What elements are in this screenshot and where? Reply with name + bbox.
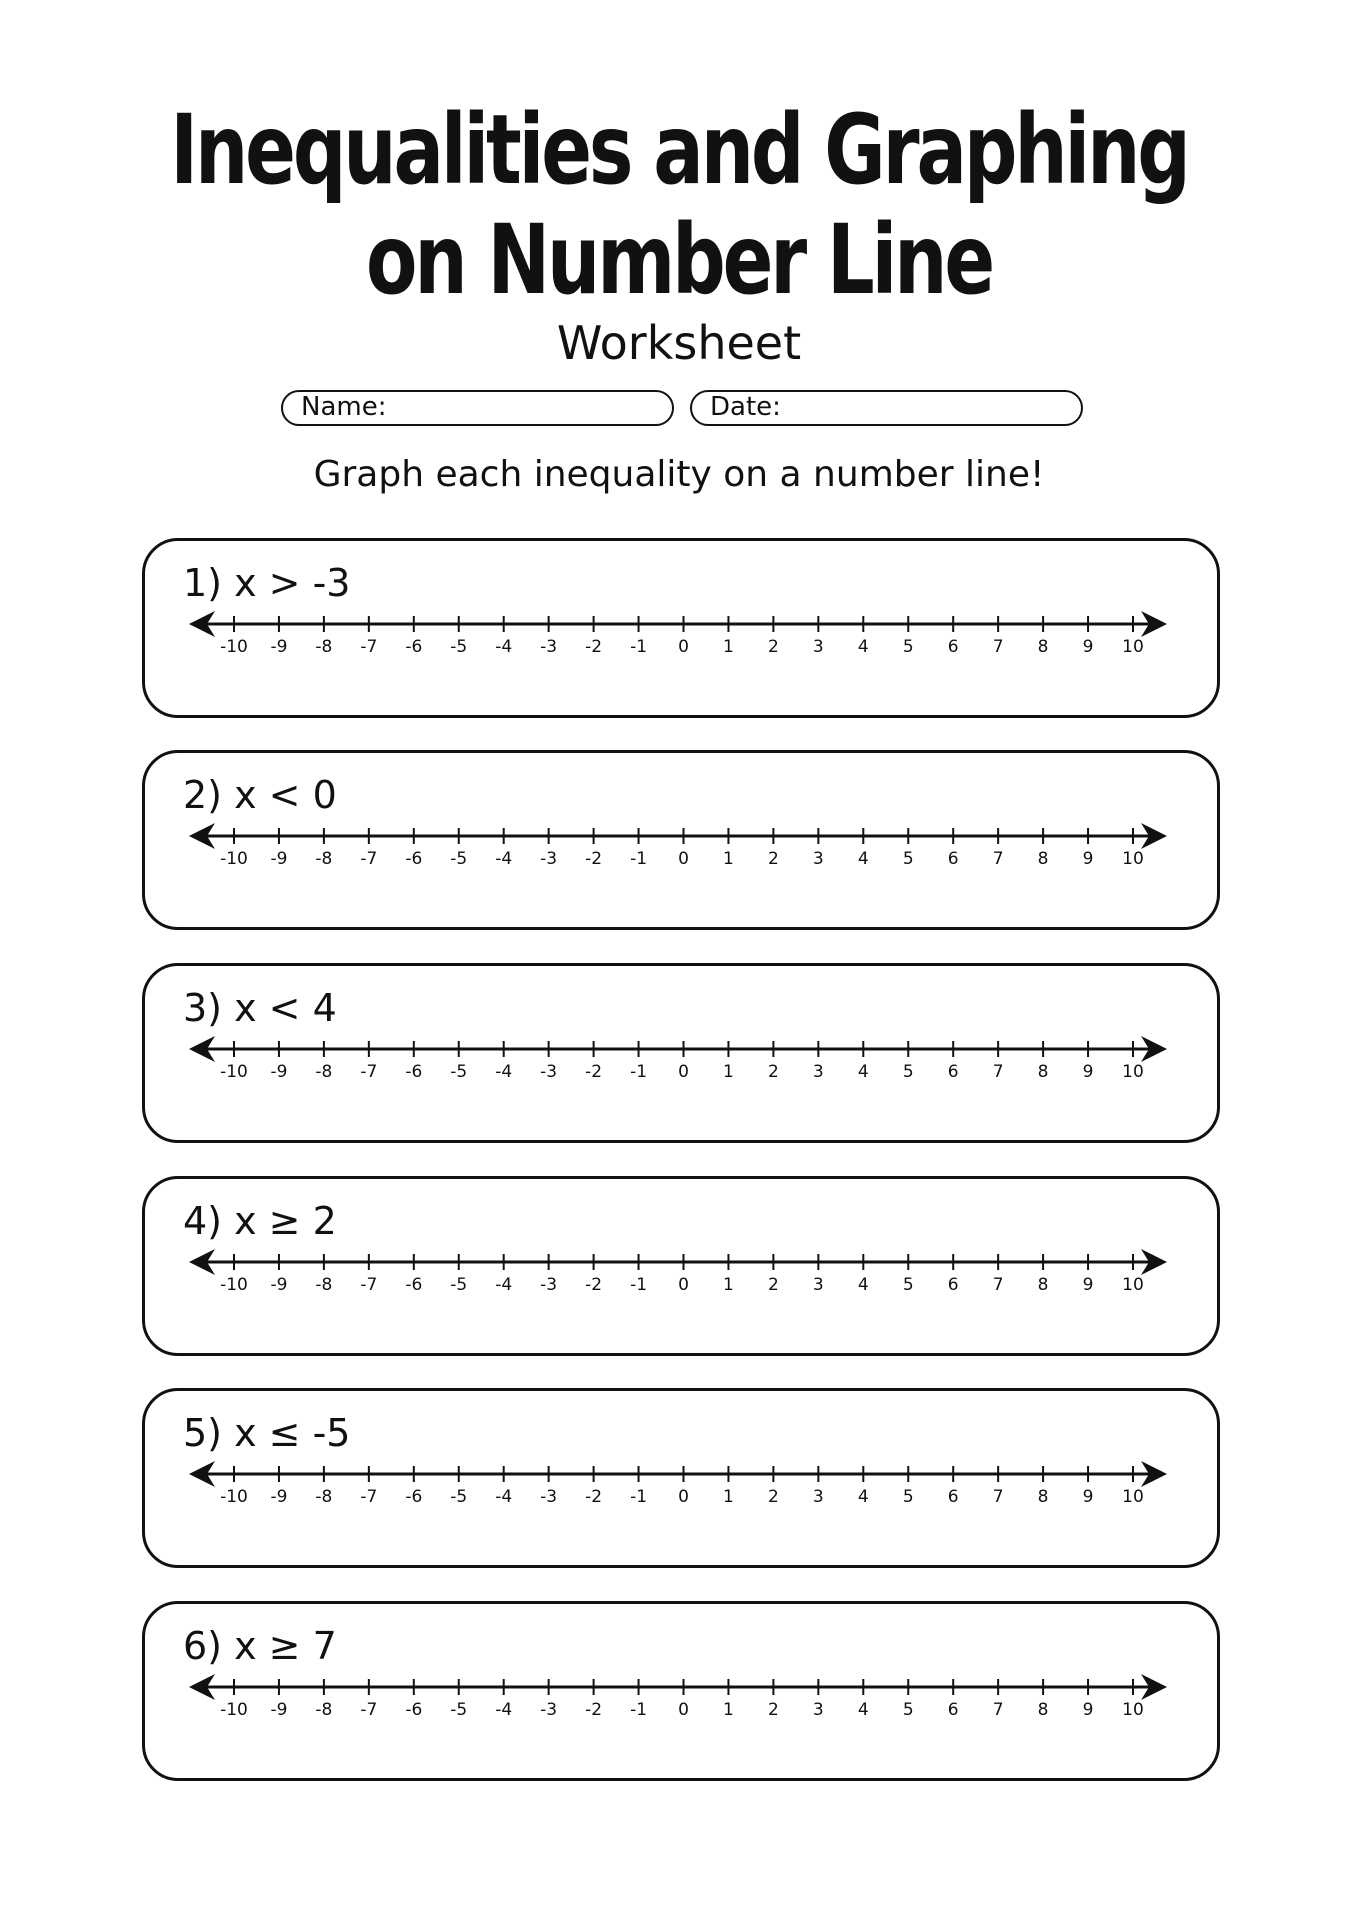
tick-label: -4 [495, 1700, 513, 1720]
tick-label: -10 [220, 1275, 248, 1295]
tick-label: 9 [1082, 1275, 1094, 1295]
problem-box-1 [142, 538, 1220, 718]
tick-label: -3 [540, 1700, 558, 1720]
tick-label: 2 [767, 1487, 779, 1507]
tick-label: 8 [1037, 1487, 1049, 1507]
tick-label: 2 [767, 1700, 779, 1720]
name-field[interactable] [281, 390, 674, 426]
tick-label: -1 [630, 1275, 648, 1295]
tick-label: -1 [630, 1062, 648, 1082]
tick-label: 8 [1037, 1062, 1049, 1082]
tick-label: -1 [630, 849, 648, 869]
number-line[interactable] [145, 1674, 1217, 1744]
problem-label: 5) x ≤ -5 [183, 1411, 351, 1455]
tick-label: 7 [992, 1487, 1004, 1507]
tick-label: -7 [360, 637, 378, 657]
tick-label: -7 [360, 1700, 378, 1720]
tick-label: -3 [540, 1062, 558, 1082]
tick-label: 2 [767, 1275, 779, 1295]
tick-label: 8 [1037, 637, 1049, 657]
tick-label: -2 [585, 1275, 603, 1295]
tick-label: -5 [450, 1700, 468, 1720]
tick-label: -9 [270, 1275, 288, 1295]
instructions: Graph each inequality on a number line! [313, 454, 1045, 495]
tick-label: -9 [270, 637, 288, 657]
tick-label: 10 [1122, 1062, 1144, 1082]
tick-label: 4 [857, 1062, 869, 1082]
tick-label: 1 [723, 1062, 734, 1082]
tick-label: -5 [450, 1062, 468, 1082]
tick-label: 6 [947, 637, 959, 657]
tick-label: -9 [270, 849, 288, 869]
tick-label: -9 [270, 1700, 288, 1720]
number-line[interactable] [145, 611, 1217, 681]
problem-label: 2) x < 0 [183, 773, 337, 817]
tick-label: 2 [767, 1062, 779, 1082]
tick-label: 0 [678, 1700, 689, 1720]
tick-label: 6 [947, 1487, 959, 1507]
tick-label: 4 [857, 1275, 869, 1295]
tick-label: -10 [220, 637, 248, 657]
tick-label: 3 [812, 1700, 824, 1720]
tick-label: 6 [947, 1700, 959, 1720]
tick-label: 3 [812, 1275, 824, 1295]
tick-label: 3 [812, 1487, 824, 1507]
tick-label: 5 [902, 1487, 914, 1507]
tick-label: 0 [678, 849, 689, 869]
tick-label: 1 [723, 637, 734, 657]
tick-label: -7 [360, 1062, 378, 1082]
problem-box-3 [142, 963, 1220, 1143]
problem-box-5 [142, 1388, 1220, 1568]
date-label: Date: [710, 392, 781, 422]
tick-label: 9 [1082, 637, 1094, 657]
tick-label: -6 [405, 849, 423, 869]
problem-label: 4) x ≥ 2 [183, 1199, 337, 1243]
tick-label: 8 [1037, 1700, 1049, 1720]
tick-label: 0 [678, 1062, 689, 1082]
tick-label: -8 [315, 1062, 333, 1082]
number-line[interactable] [145, 823, 1217, 893]
tick-label: 9 [1082, 1062, 1094, 1082]
tick-label: 7 [992, 637, 1004, 657]
tick-label: 1 [723, 1275, 734, 1295]
tick-label: 1 [723, 1700, 734, 1720]
tick-label: 2 [767, 637, 779, 657]
tick-label: -4 [495, 1487, 513, 1507]
tick-label: 9 [1082, 849, 1094, 869]
tick-label: -7 [360, 1275, 378, 1295]
title-line-2: on Number Line [366, 204, 992, 316]
tick-label: -6 [405, 1487, 423, 1507]
tick-label: -9 [270, 1487, 288, 1507]
number-line[interactable] [145, 1036, 1217, 1106]
tick-label: 4 [857, 637, 869, 657]
tick-label: -7 [360, 1487, 378, 1507]
tick-label: -8 [315, 1700, 333, 1720]
problem-box-2 [142, 750, 1220, 930]
tick-label: 0 [678, 637, 689, 657]
number-line[interactable] [145, 1249, 1217, 1319]
tick-label: 1 [723, 1487, 734, 1507]
tick-label: -8 [315, 1487, 333, 1507]
tick-label: 5 [902, 637, 914, 657]
tick-label: 5 [902, 1275, 914, 1295]
tick-label: -2 [585, 1062, 603, 1082]
tick-label: -6 [405, 1062, 423, 1082]
tick-label: -6 [405, 1275, 423, 1295]
name-label: Name: [301, 392, 387, 422]
tick-label: 10 [1122, 1275, 1144, 1295]
tick-label: -5 [450, 1487, 468, 1507]
date-field[interactable] [690, 390, 1083, 426]
tick-label: -8 [315, 637, 333, 657]
tick-label: -9 [270, 1062, 288, 1082]
tick-label: -3 [540, 1487, 558, 1507]
tick-label: -2 [585, 849, 603, 869]
problem-label: 6) x ≥ 7 [183, 1624, 337, 1668]
tick-label: -5 [450, 849, 468, 869]
tick-label: -4 [495, 1062, 513, 1082]
tick-label: -3 [540, 637, 558, 657]
tick-label: -4 [495, 1275, 513, 1295]
tick-label: -1 [630, 637, 648, 657]
tick-label: 4 [857, 1487, 869, 1507]
tick-label: 7 [992, 1700, 1004, 1720]
tick-label: -4 [495, 637, 513, 657]
tick-label: 4 [857, 849, 869, 869]
tick-label: 9 [1082, 1487, 1094, 1507]
tick-label: -3 [540, 1275, 558, 1295]
tick-label: -2 [585, 1700, 603, 1720]
tick-label: -4 [495, 849, 513, 869]
tick-label: 6 [947, 1062, 959, 1082]
tick-label: 3 [812, 849, 824, 869]
tick-label: -1 [630, 1700, 648, 1720]
tick-label: 8 [1037, 1275, 1049, 1295]
number-line[interactable] [145, 1461, 1217, 1531]
tick-label: 7 [992, 1062, 1004, 1082]
tick-label: -10 [220, 1487, 248, 1507]
tick-label: -2 [585, 637, 603, 657]
tick-label: 5 [902, 849, 914, 869]
title-line-1: Inequalities and Graphing [170, 94, 1188, 206]
tick-label: -2 [585, 1487, 603, 1507]
problem-label: 1) x > -3 [183, 561, 351, 605]
tick-label: 10 [1122, 849, 1144, 869]
tick-label: 9 [1082, 1700, 1094, 1720]
tick-label: 7 [992, 1275, 1004, 1295]
tick-label: -10 [220, 1062, 248, 1082]
tick-label: -6 [405, 637, 423, 657]
tick-label: 10 [1122, 1487, 1144, 1507]
tick-label: 6 [947, 1275, 959, 1295]
tick-label: -8 [315, 1275, 333, 1295]
tick-label: 1 [723, 849, 734, 869]
tick-label: -8 [315, 849, 333, 869]
subtitle: Worksheet [556, 316, 802, 370]
tick-label: -10 [220, 1700, 248, 1720]
tick-label: -10 [220, 849, 248, 869]
tick-label: -1 [630, 1487, 648, 1507]
tick-label: 10 [1122, 1700, 1144, 1720]
tick-label: 3 [812, 637, 824, 657]
tick-label: 5 [902, 1062, 914, 1082]
tick-label: 0 [678, 1275, 689, 1295]
tick-label: 6 [947, 849, 959, 869]
tick-label: 3 [812, 1062, 824, 1082]
tick-label: -5 [450, 637, 468, 657]
tick-label: 10 [1122, 637, 1144, 657]
problem-box-4 [142, 1176, 1220, 1356]
tick-label: 7 [992, 849, 1004, 869]
tick-label: 8 [1037, 849, 1049, 869]
tick-label: 5 [902, 1700, 914, 1720]
problem-box-6 [142, 1601, 1220, 1781]
tick-label: -7 [360, 849, 378, 869]
problem-label: 3) x < 4 [183, 986, 337, 1030]
tick-label: -6 [405, 1700, 423, 1720]
tick-label: -5 [450, 1275, 468, 1295]
tick-label: 0 [678, 1487, 689, 1507]
tick-label: 2 [767, 849, 779, 869]
tick-label: 4 [857, 1700, 869, 1720]
tick-label: -3 [540, 849, 558, 869]
